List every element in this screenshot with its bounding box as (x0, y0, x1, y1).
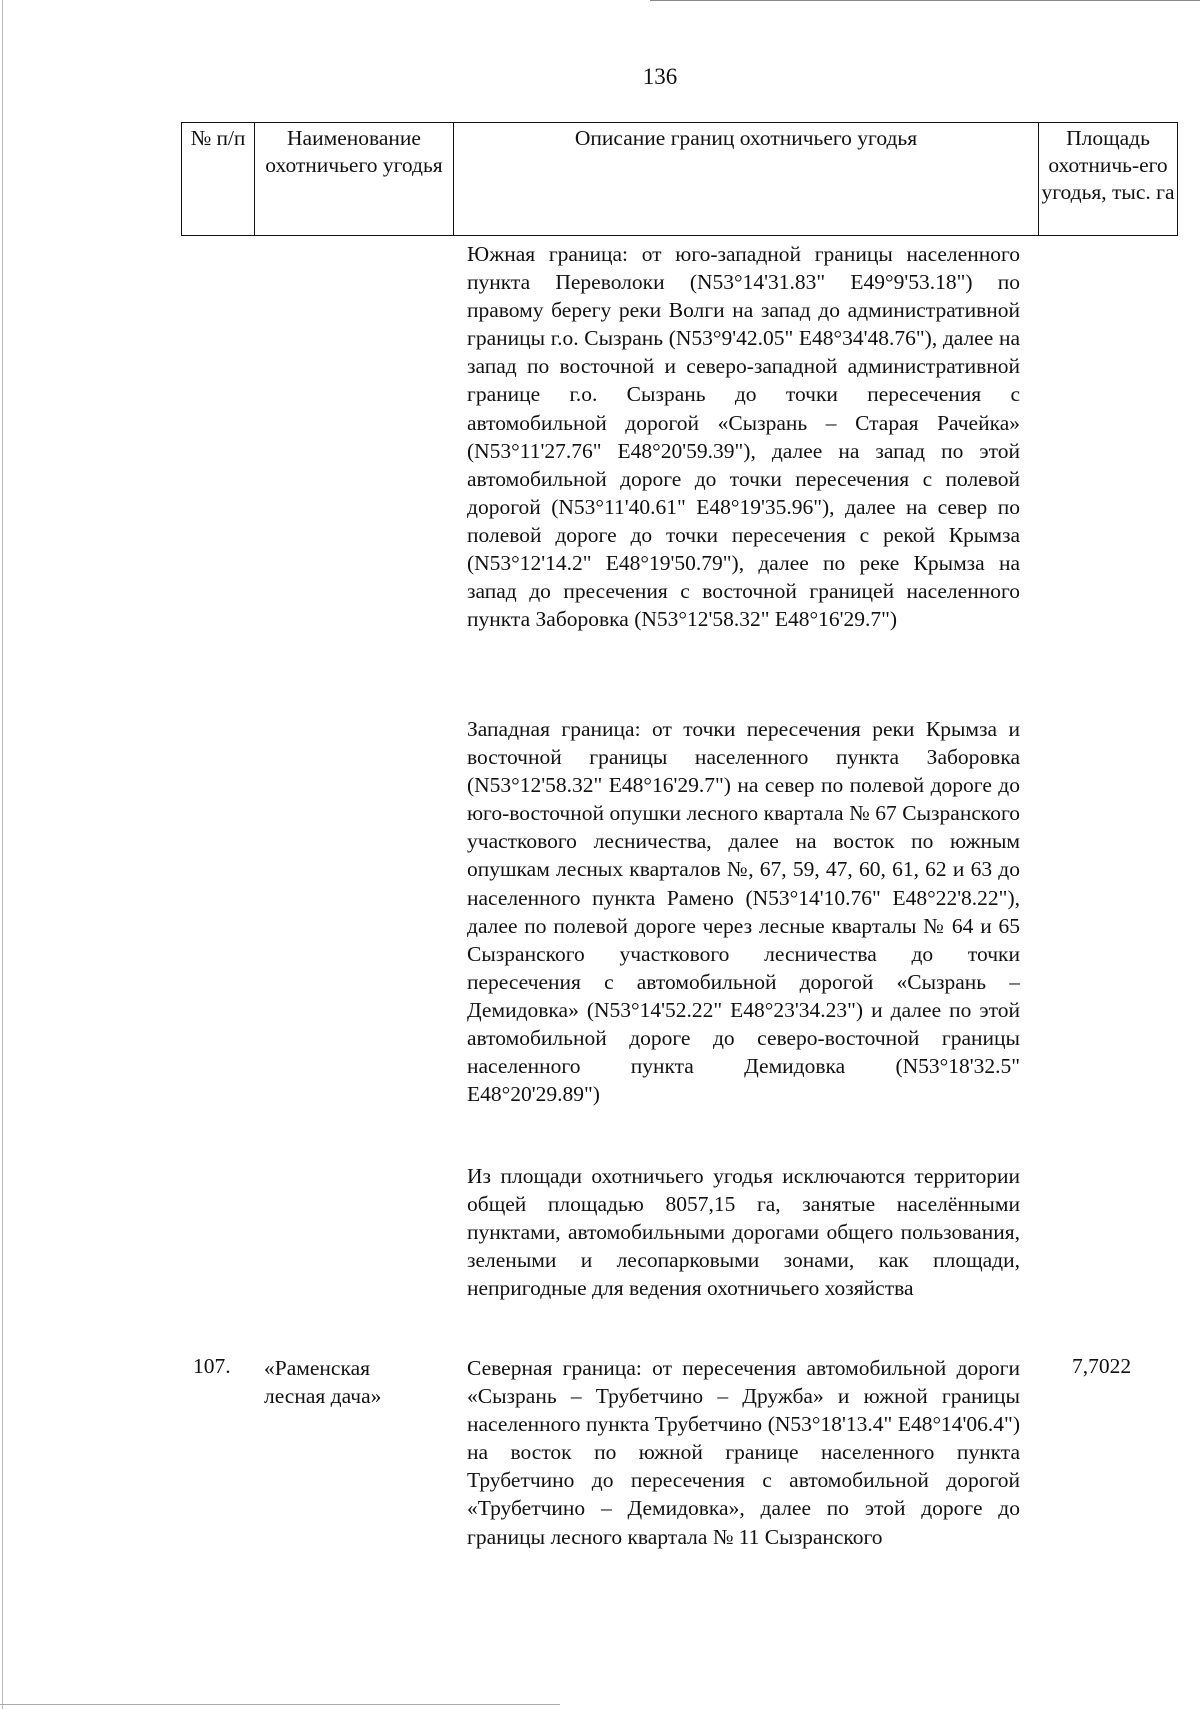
scan-left-edge-line (2, 0, 3, 1709)
table-header (181, 122, 1178, 236)
header-col-name: Наименование охотничьего угодья (255, 123, 454, 236)
south-border-paragraph: Южная граница: от юго-западной границы населенного пункта Переволоки (N53°14'31.83" E49°9'53.18") по правому берегу реки Волги на запад до административной границы г.о. Сызрань (N53°9'42.05" E48°34'48.76"), далее на запад по восточной и северо-западной административной границе г.о. Сызрань до точки пересечения с автомобильной дорогой «Сызрань – Старая Рачейка» (N53°11'27.76" E48°20'59.39"), далее на запад по этой автомобильной дороге до точки пересечения с полевой дорогой (N53°11'40.61" E48°19'35.96"), далее на север по полевой дороге до точки пересечения с рекой Крымза (N53°12'14.2" E48°19'50.79"), далее по реке Крымза на запад до пресечения с восточной границей населенного пункта Заборовка (N53°12'58.32" E48°16'29.7") (467, 242, 1020, 632)
west-border-paragraph: Западная граница: от точки пересечения реки Крымза и восточной границы населенного пункта Заборовка (N53°12'58.32" E48°16'29.7") на север по полевой дороге до юго-восточной опушки лесного квартала № 67 Сызранского участкового лесничества, далее на восток по южным опушкам лесных кварталов №, 67, 59, 47, 60, 61, 62 и 63 до населенного пункта Рамено (N53°14'10.76" E48°22'8.22"), далее по полевой дороге через лесные кварталы № 64 и 65 Сызранского участкового лесничества до точки пересечения с автомобильной дорогой «Сызрань – Демидовка» (N53°14'52.22" E48°23'34.23") и далее по этой автомобильной дороге до северо-восточной границы населенного пункта Демидовка (N53°18'32.5" E48°20'29.89") (467, 717, 1020, 1107)
entry-number: 107. (193, 1354, 231, 1378)
header-col-number: № п/п (182, 123, 255, 236)
header-col-area: Площадь охотничь-его угодья, тыс. га (1039, 123, 1178, 236)
entry-name: «Раменская лесная дача» (264, 1356, 382, 1409)
exclusion-paragraph: Из площади охотничьего угодья исключаются территории общей площадью 8057,15 га, занятые населёнными пунктами, автомобильными дорогами общего пользования, зелеными и лесопарковыми зонами, как площади, непригодные для ведения охотничьего хозяйства (467, 1164, 1020, 1301)
page-number: 136 (642, 64, 678, 89)
entry-area: 7,7022 (1072, 1354, 1132, 1378)
header-col-description: Описание границ охотничьего угодья (454, 123, 1039, 236)
scan-top-edge-line (650, 0, 1200, 1)
table-header-row (182, 123, 1178, 236)
north-border-paragraph: Северная граница: от пересечения автомобильной дороги «Сызрань – Трубетчино – Дружба» и южной границы населенного пункта Трубетчино (N53°18'13.4" E48°14'06.4") на восток по южной границе населенного пункта Трубетчино до пересечения с автомобильной дорогой «Трубетчино – Демидовка», далее по этой дороге до границы лесного квартала № 11 Сызранского (467, 1356, 1020, 1549)
scan-bottom-edge-line (0, 1704, 560, 1705)
